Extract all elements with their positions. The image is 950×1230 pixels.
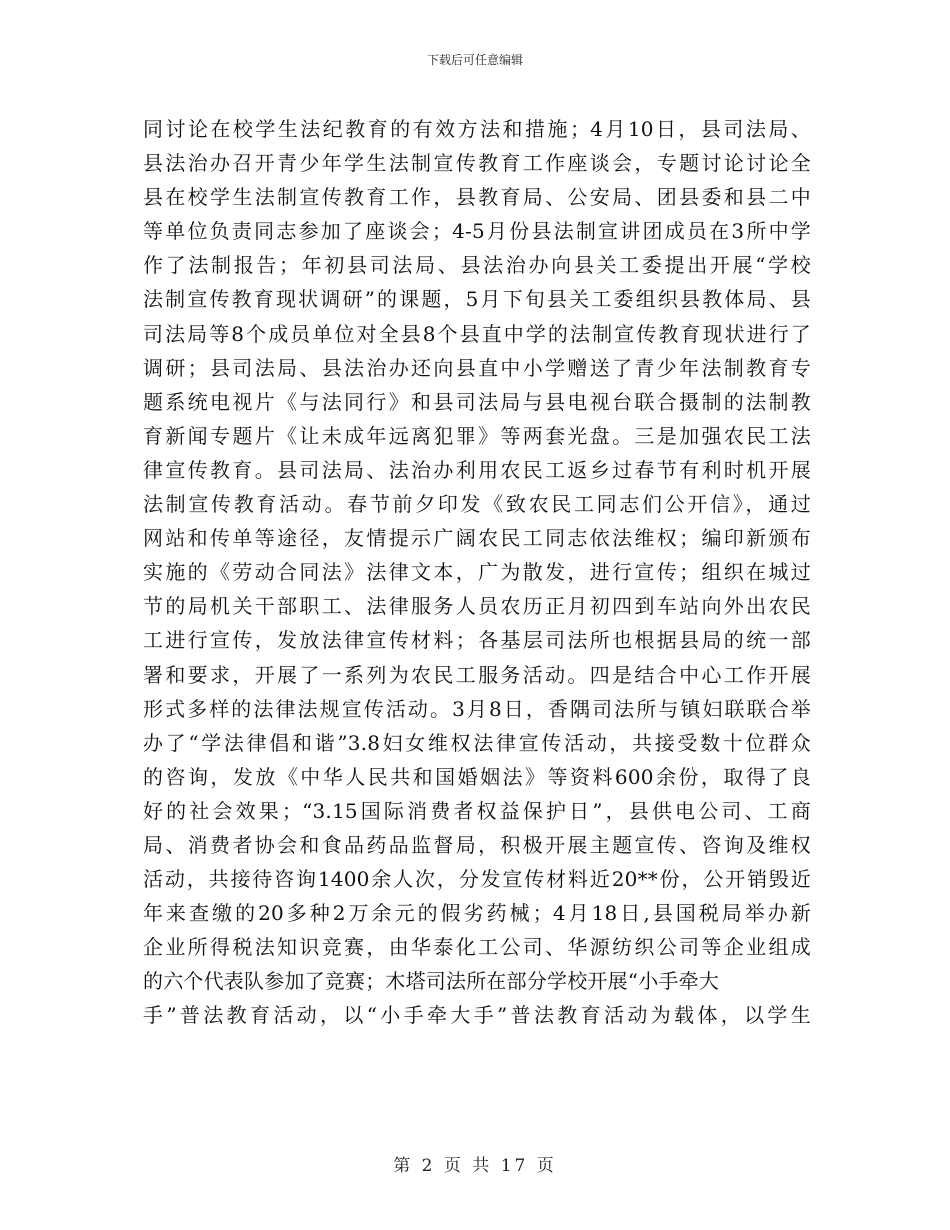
body-line: 网站和传单等途径，友情提示广阔农民工同志依法维权；编印新颁布 [143, 526, 811, 551]
body-line: 法制宣传教育活动。春节前夕印发《致农民工同志们公开信》，通过 [143, 492, 811, 517]
body-line: 形式多样的法律法规宣传活动。3月8日，香隅司法所与镇妇联联合举 [143, 696, 811, 721]
body-line: 好的社会效果；“3.15国际消费者权益保护日”，县供电公司、工商 [143, 798, 811, 823]
body-line: 企业所得税法知识竞赛，由华泰化工公司、华源纺织公司等企业组成 [143, 935, 811, 960]
body-line: 节的局机关干部职工、法律服务人员农历正月初四到车站向外出农民 [143, 594, 811, 619]
header-note: 下载后可任意编辑 [426, 53, 523, 67]
body-line: 题系统电视片《与法同行》和县司法局与县电视台联合摄制的法制教 [143, 389, 811, 414]
body-line: 律宣传教育。县司法局、法治办利用农民工返乡过春节有利时机开展 [143, 457, 811, 482]
body-line: 局、消费者协会和食品药品监督局，积极开展主题宣传、咨询及维权 [143, 832, 811, 857]
body-line: 活动，共接待咨询1400余人次，分发宣传材料近20**份，公开销毁近 [143, 867, 811, 892]
body-line: 办了“学法律倡和谐”3.8妇女维权法律宣传活动，共接受数十位群众 [143, 730, 811, 755]
body-line: 等单位负责同志参加了座谈会；4-5月份县法制宣讲团成员在3所中学 [143, 219, 811, 244]
body-line: 县在校学生法制宣传教育工作，县教育局、公安局、团县委和县二中 [143, 185, 811, 210]
page-number-label: 第 2 页 共 17 页 [393, 1156, 557, 1176]
body-line: 同讨论在校学生法纪教育的有效方法和措施；4月10日，县司法局、 [143, 117, 811, 141]
body-line: 法制宣传教育现状调研”的课题，5月下旬县关工委组织县教体局、县 [143, 287, 811, 312]
body-line: 县法治办召开青少年学生法制宣传教育工作座谈会，专题讨论讨论全 [143, 151, 811, 176]
body-line: 育新闻专题片《让未成年远离犯罪》等两套光盘。三是加强农民工法 [143, 423, 811, 448]
body-line: 实施的《劳动合同法》法律文本，广为散发，进行宣传；组织在城过 [143, 560, 811, 585]
body-line: 的六个代表队参加了竞赛；木塔司法所在部分学校开展“小手牵大 [143, 969, 720, 994]
body-line: 手”普法教育活动，以“小手牵大手”普法教育活动为载体，以学生 [143, 1003, 811, 1028]
body-line: 工进行宣传，发放法律宣传材料；各基层司法所也根据县局的统一部 [143, 628, 811, 653]
body-line: 年来查缴的20多种2万余元的假劣药械；4月18日,县国税局举办新 [143, 901, 811, 926]
body-line: 的咨询，发放《中华人民共和国婚姻法》等资料600余份，取得了良 [143, 764, 811, 789]
page-header [0, 52, 950, 68]
body-line: 司法局等8个成员单位对全县8个县直中学的法制宣传教育现状进行了 [143, 321, 811, 346]
body-line: 作了法制报告；年初县司法局、县法治办向县关工委提出开展“学校 [143, 253, 811, 278]
body-line: 调研；县司法局、县法治办还向县直中小学赠送了青少年法制教育专 [143, 355, 811, 380]
page-footer [0, 1156, 950, 1176]
document-body [143, 112, 811, 1033]
body-line: 署和要求，开展了一系列为农民工服务活动。四是结合中心工作开展 [143, 662, 811, 687]
